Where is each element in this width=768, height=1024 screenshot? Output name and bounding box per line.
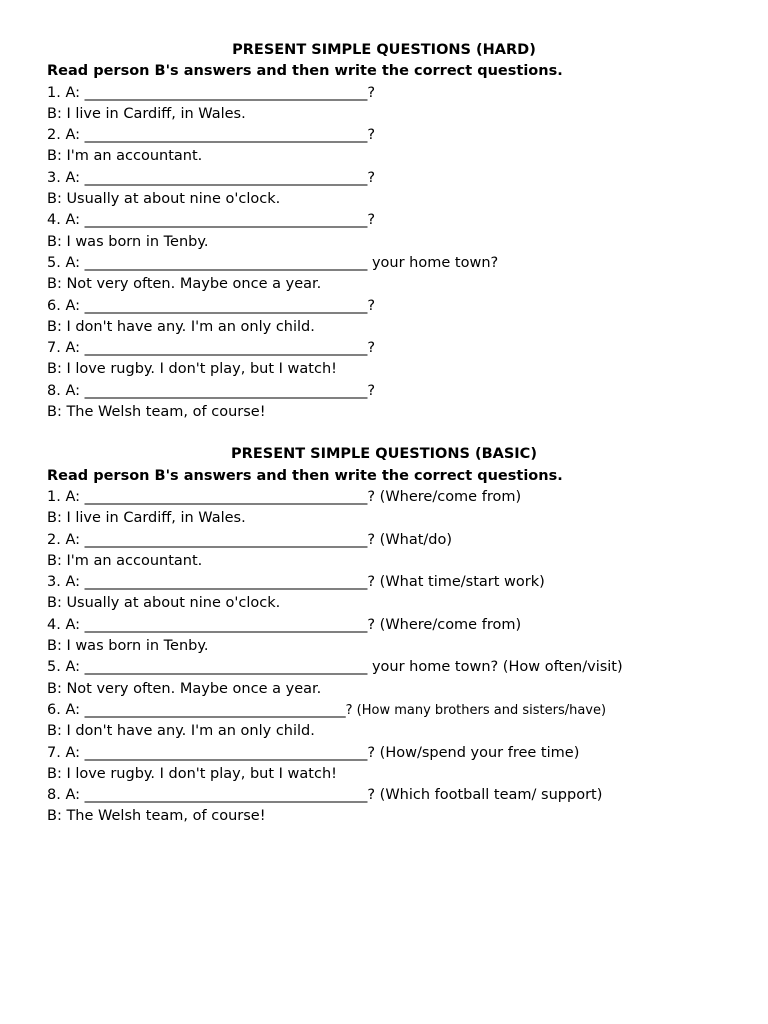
- answer-blank: _______________________________________: [84, 297, 368, 314]
- question-list: [47, 487, 768, 828]
- worksheet-section: [47, 40, 768, 423]
- question-suffix: ? (What time/start work): [367, 574, 545, 591]
- question-number: 5. A:: [47, 254, 85, 271]
- question-list: [47, 83, 768, 424]
- question-line-a: [47, 657, 768, 678]
- worksheet-section: [47, 444, 768, 827]
- question-number: 8. A:: [47, 382, 85, 399]
- question-line-a: [47, 210, 768, 231]
- question-line-a: [47, 615, 768, 636]
- answer-line-b: B: The Welsh team, of course!: [47, 404, 266, 421]
- answer-blank: _______________________________________: [84, 744, 368, 761]
- question-line-a: [47, 487, 768, 508]
- question-item: [47, 572, 768, 615]
- question-line-a: [47, 700, 768, 721]
- question-line-a: [47, 83, 768, 104]
- answer-blank: _______________________________________: [84, 127, 368, 144]
- answer-blank: _______________________________________: [84, 787, 368, 804]
- question-item: [47, 381, 768, 424]
- question-number: 5. A:: [47, 659, 85, 676]
- question-line-a: [47, 530, 768, 551]
- question-suffix: your home town?: [367, 254, 499, 271]
- question-suffix: ?: [367, 340, 376, 357]
- question-line-a: [47, 572, 768, 593]
- question-number: 2. A:: [47, 531, 85, 548]
- question-item: [47, 530, 768, 573]
- question-item: [47, 700, 768, 743]
- answer-line-b: B: I live in Cardiff, in Wales.: [47, 105, 246, 122]
- question-item: [47, 785, 768, 828]
- question-suffix: your home town? (How often/visit): [367, 659, 623, 676]
- question-item: [47, 338, 768, 381]
- question-suffix: ?: [367, 169, 376, 186]
- question-suffix: ? (What/do): [367, 531, 453, 548]
- question-line-a: [47, 381, 768, 402]
- question-number: 4. A:: [47, 616, 85, 633]
- question-item: [47, 253, 768, 296]
- answer-line-b: B: I was born in Tenby.: [47, 233, 209, 250]
- answer-blank: _______________________________________: [84, 212, 368, 229]
- answer-blank: _______________________________________: [84, 340, 368, 357]
- question-suffix: ?: [367, 84, 376, 101]
- answer-line-b: B: Usually at about nine o'clock.: [47, 595, 281, 612]
- question-number: 6. A:: [47, 701, 85, 718]
- answer-line-b: B: I'm an accountant.: [47, 148, 203, 165]
- answer-line-b: B: Usually at about nine o'clock.: [47, 191, 281, 208]
- answer-line-b: B: I was born in Tenby.: [47, 638, 209, 655]
- question-line-a: [47, 168, 768, 189]
- question-number: 8. A:: [47, 787, 85, 804]
- answer-blank: ____________________________________: [84, 701, 346, 718]
- answer-line-b: B: Not very often. Maybe once a year.: [47, 276, 322, 293]
- question-line-a: [47, 338, 768, 359]
- question-line-a: [47, 253, 768, 274]
- answer-blank: _______________________________________: [84, 84, 368, 101]
- answer-blank: _______________________________________: [84, 574, 368, 591]
- question-suffix: ?: [367, 212, 376, 229]
- section-title: PRESENT SIMPLE QUESTIONS (HARD): [232, 42, 536, 58]
- question-item: [47, 210, 768, 253]
- question-item: [47, 125, 768, 168]
- worksheet-sections: [47, 40, 768, 828]
- question-item: [47, 83, 768, 126]
- answer-blank: _______________________________________: [84, 382, 368, 399]
- answer-line-b: B: I don't have any. I'm an only child.: [47, 318, 315, 335]
- answer-blank: _______________________________________: [84, 531, 368, 548]
- answer-line-b: B: I live in Cardiff, in Wales.: [47, 510, 246, 527]
- question-number: 7. A:: [47, 340, 85, 357]
- question-item: [47, 487, 768, 530]
- answer-line-b: B: I'm an accountant.: [47, 552, 203, 569]
- question-line-a: [47, 125, 768, 146]
- question-suffix: ? (How many brothers and sisters/have): [345, 702, 607, 718]
- question-number: 3. A:: [47, 169, 85, 186]
- question-item: [47, 743, 768, 786]
- question-suffix: ?: [367, 297, 376, 314]
- section-instruction: Read person B's answers and then write the correct questions.: [47, 467, 563, 484]
- question-item: [47, 657, 768, 700]
- answer-blank: _______________________________________: [84, 254, 368, 271]
- question-line-a: [47, 743, 768, 764]
- question-number: 4. A:: [47, 212, 85, 229]
- answer-line-b: B: I love rugby. I don't play, but I watch!: [47, 765, 337, 782]
- answer-line-b: B: Not very often. Maybe once a year.: [47, 680, 322, 697]
- question-number: 3. A:: [47, 574, 85, 591]
- question-number: 2. A:: [47, 127, 85, 144]
- answer-line-b: B: The Welsh team, of course!: [47, 808, 266, 825]
- answer-blank: _______________________________________: [84, 169, 368, 186]
- question-number: 1. A:: [47, 488, 85, 505]
- question-suffix: ? (Where/come from): [367, 616, 522, 633]
- question-line-a: [47, 785, 768, 806]
- question-suffix: ? (Which football team/ support): [367, 787, 603, 804]
- answer-blank: _______________________________________: [84, 659, 368, 676]
- question-suffix: ? (Where/come from): [367, 488, 522, 505]
- question-line-a: [47, 296, 768, 317]
- section-instruction: Read person B's answers and then write the correct questions.: [47, 63, 563, 80]
- question-number: 7. A:: [47, 744, 85, 761]
- answer-line-b: B: I love rugby. I don't play, but I watch!: [47, 361, 337, 378]
- question-suffix: ?: [367, 127, 376, 144]
- section-title: PRESENT SIMPLE QUESTIONS (BASIC): [231, 446, 537, 463]
- answer-blank: _______________________________________: [84, 488, 368, 505]
- question-suffix: ? (How/spend your free time): [367, 744, 580, 761]
- question-item: [47, 168, 768, 211]
- question-item: [47, 615, 768, 658]
- question-item: [47, 296, 768, 339]
- question-suffix: ?: [367, 382, 376, 399]
- question-number: 6. A:: [47, 297, 85, 314]
- answer-blank: _______________________________________: [84, 616, 368, 633]
- question-number: 1. A:: [47, 84, 85, 101]
- answer-line-b: B: I don't have any. I'm an only child.: [47, 723, 315, 740]
